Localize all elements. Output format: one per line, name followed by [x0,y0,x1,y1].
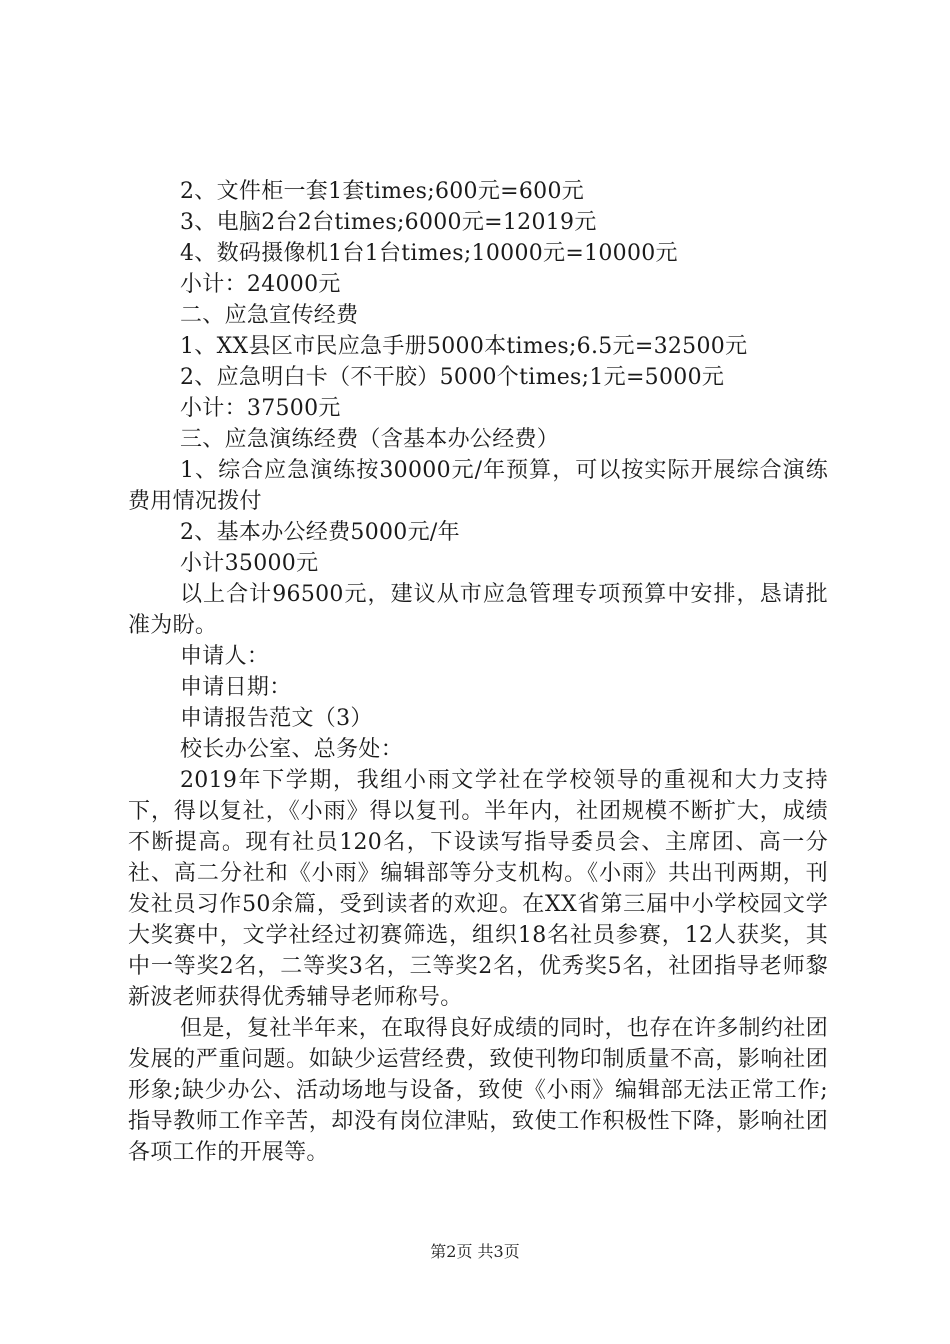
budget-item-filing-cabinet: 2、文件柜一套1套times;600元=600元 [180,179,585,204]
section-heading-publicity: 二、应急宣传经费 [180,303,359,328]
budget-item-camera: 4、数码摄像机1台1台times;10000元=10000元 [180,241,678,266]
subtotal-drills: 小计35000元 [180,551,319,576]
report-title-3: 申请报告范文（3） [180,706,373,731]
section-heading-drills: 三、应急演练经费（含基本办公经费） [180,427,560,452]
document-body [128,176,828,1168]
application-date-label: 申请日期： [180,675,292,700]
budget-item-drills: 1、综合应急演练按30000元/年预算，可以按实际开展综合演练费用情况拨付 [128,458,828,514]
applicant-label: 申请人： [180,644,270,669]
budget-item-office: 2、基本办公经费5000元/年 [180,520,460,545]
budget-item-computers: 3、电脑2台2台times;6000元=12019元 [180,210,597,235]
total-paragraph: 以上合计96500元，建议从市应急管理专项预算中安排，恳请批准为盼。 [128,582,828,638]
addressee: 校长办公室、总务处： [180,737,404,762]
budget-item-cards: 2、应急明白卡（不干胶）5000个times;1元=5000元 [180,365,725,390]
body-paragraph-achievements: 2019年下学期，我组小雨文学社在学校领导的重视和大力支持下，得以复社，《小雨》得以复刊。半年内，社团规模不断扩大，成绩不断提高。现有社员120名，下设读写指导委员会、主席团、高一分社、高二分社和《小雨》编辑部等分支机构。《小雨》共出刊两期，刊发社员习作50余篇，受到读者的欢迎。在XX省第三届中小学校园文学大奖赛中，文学社经过初赛筛选，组织18名社员参赛，12人获奖，其中一等奖2名，二等奖3名，三等奖2名，优秀奖5名，社团指导老师黎新波老师获得优秀辅导老师称号。 [128,768,828,1010]
subtotal-publicity: 小计：37500元 [180,396,341,421]
page-footer: 第2页 共3页 [430,1242,520,1261]
body-paragraph-problems: 但是，复社半年来，在取得良好成绩的同时，也存在许多制约社团发展的严重问题。如缺少运营经费，致使刊物印制质量不高，影响社团形象;缺少办公、活动场地与设备，致使《小雨》编辑部无法正常工作;指导教师工作辛苦，却没有岗位津贴，致使工作积极性下降，影响社团各项工作的开展等。 [128,1016,828,1165]
subtotal-equipment: 小计：24000元 [180,272,341,297]
budget-item-handbook: 1、XX县区市民应急手册5000本times;6.5元=32500元 [180,334,748,359]
